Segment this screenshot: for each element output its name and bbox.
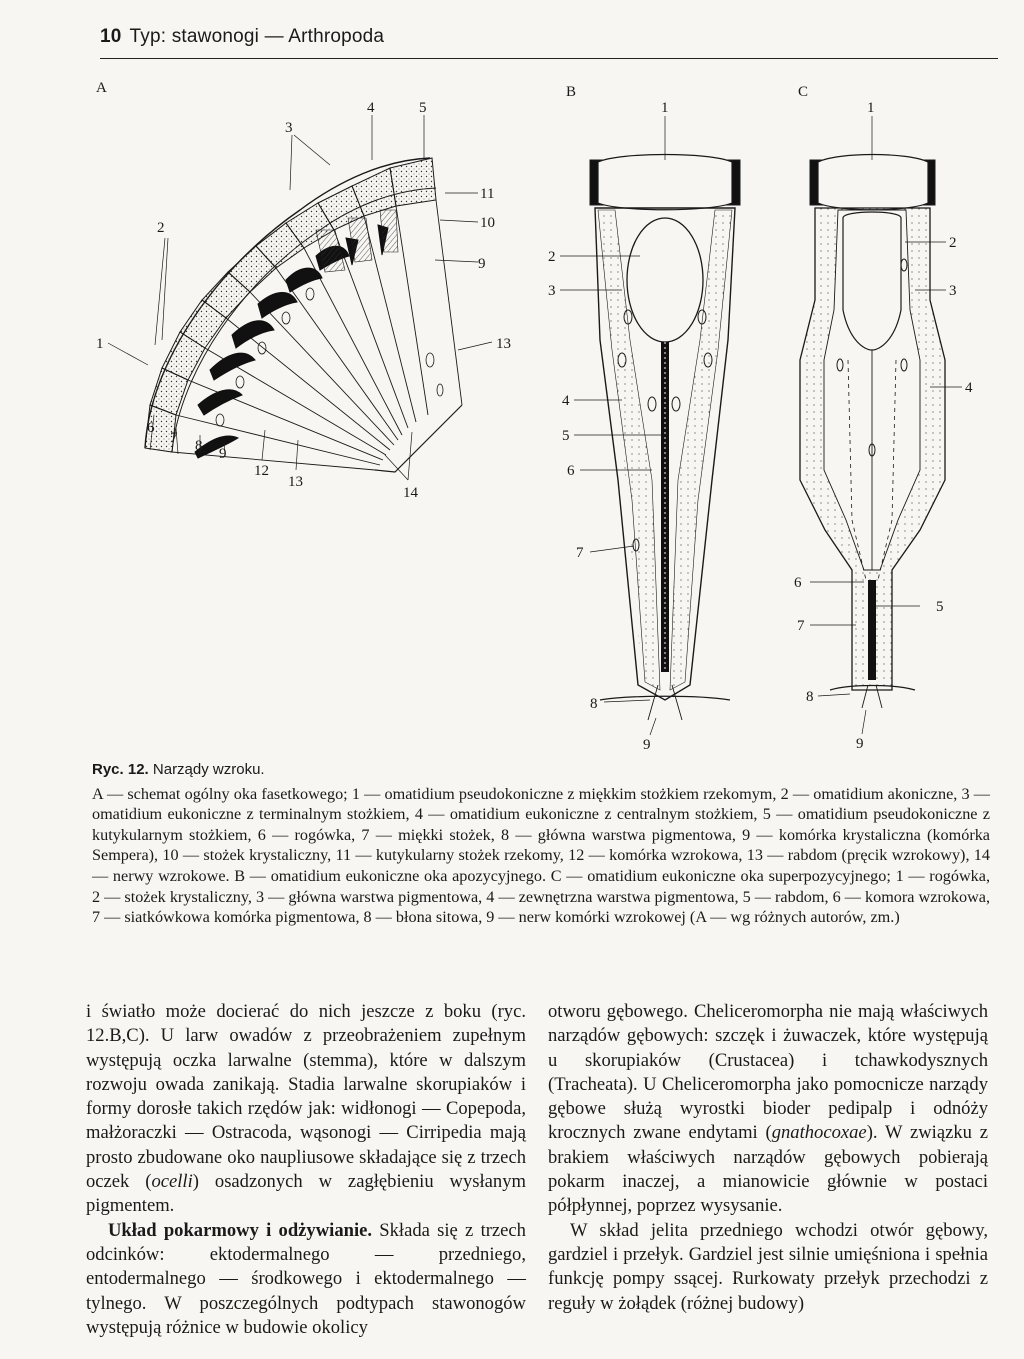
label-c-3: 3 [949, 283, 957, 299]
label-c-9: 9 [856, 736, 864, 752]
label-b-7: 7 [576, 545, 584, 561]
label-c-8: 8 [806, 689, 814, 705]
label-c-5: 5 [936, 599, 944, 615]
label-b-2: 2 [548, 249, 556, 265]
panel-a-drawing [145, 158, 462, 472]
caption-label: Ryc. 12. [92, 761, 149, 778]
panel-b-drawing [590, 155, 740, 721]
label-c-2: 2 [949, 235, 957, 251]
label-a-2: 2 [157, 220, 165, 236]
label-b-3: 3 [548, 283, 556, 299]
figure-caption [92, 760, 990, 928]
caption-title: Narządy wzroku. [152, 761, 265, 778]
section-heading-digestive: Układ pokarmowy i odżywianie. [108, 1219, 373, 1241]
panel-b-letter: B [566, 84, 577, 100]
label-a-13b: 13 [496, 336, 511, 352]
running-header [100, 26, 1000, 48]
label-a-8: 8 [195, 438, 203, 454]
label-b-1: 1 [661, 100, 669, 116]
figure-eye-anatomy [0, 60, 1024, 760]
label-a-13: 13 [288, 474, 303, 490]
right-paragraph-1 [548, 1000, 988, 1219]
label-a-12: 12 [254, 463, 269, 479]
panel-a-letter: A [96, 80, 107, 96]
left-p1-end: ) osadzonych w zagłębieniu wysłanym pigmentem. [86, 1171, 526, 1217]
label-a-1: 1 [96, 336, 104, 352]
left-p1-italic: ocelli [151, 1171, 193, 1193]
label-c-7: 7 [797, 618, 805, 634]
label-b-8: 8 [590, 696, 598, 712]
label-b-5: 5 [562, 428, 570, 444]
label-a-9: 9 [219, 446, 227, 462]
right-p2-text: W skład jelita przedniego wchodzi otwór gębowy, gardziel i przełyk. Gardziel jest silnie umięśniona i spełnia funkcję pompy ssącej. Rurkowaty przełyk przechodzi z reguły w żołądek (różnej budowy) [548, 1219, 988, 1314]
right-p1-text: otworu gębowego. Cheliceromorpha nie mają właściwych narządów gębowych: szczęk i żuwaczek, które występują u skorupiaków (Crustacea) i tchawkodysznych (Tracheata). U Cheliceromorpha jako pomocnicze narządy gębowe służą wyrostki bioder pedipalp i odnóży krocznych zwane endytami ( [548, 1001, 988, 1144]
label-a-9b: 9 [478, 256, 486, 272]
label-c-1: 1 [867, 100, 875, 116]
right-paragraph-2 [548, 1219, 988, 1316]
label-a-14: 14 [403, 485, 418, 501]
label-b-9: 9 [643, 737, 651, 753]
caption-heading [92, 760, 990, 781]
right-p1-italic: gnathocoxae [771, 1122, 867, 1144]
caption-text: A — schemat ogólny oka fasetkowego; 1 — omatidium pseudokoniczne z miękkim stożkiem rzekomym, 2 — omatidium akoniczne, 3 — omatidium eukoniczne z terminalnym stożkiem, 4 — omatidium eukoniczne z centralnym stożkiem, 5 — omatidium pseudokoniczne z kutykularnym stożkiem, 6 — rogówka, 7 — miękki stożek, 8 — główna warstwa pigmentowa, 9 — komórka krystaliczna (komórka Sempera), 10 — stożek krystaliczny, 11 — kutykularny stożek rzekomy, 12 — komórka wzrokowa, 13 — rabdom (pręcik wzrokowy), 14 — nerwy wzrokowe. B — omatidium eukoniczne oka apozycyjnego. C — omatidium eukoniczne oka superpozycyjnego; 1 — rogówka, 2 — stożek krystaliczny, 3 — główna warstwa pigmentowa, 4 — zewnętrzna warstwa pigmentowa, 5 — rabdom, 6 — komora wzrokowa, 7 — siatkówkowa komórka pigmentowa, 8 — błona sitowa, 9 — nerw komórki wzrokowej (A — wg różnych autorów, zm.) [92, 784, 990, 927]
label-a-5: 5 [419, 100, 427, 116]
left-column [86, 1000, 526, 1340]
label-a-10: 10 [480, 215, 495, 231]
label-a-7: 7 [170, 430, 178, 446]
left-p1-text: i światło może docierać do nich jeszcze z boku (ryc. 12.B,C). U larw owadów z przeobrażeniem zupełnym występują oczka larwalne (stemma), które w dalszym rozwoju owada zanikają. Stadia larwalne skorupiaków i formy dorosłe takich rzędów jak: widłonogi — Copepoda, małżoraczki — Ostracoda, wąsonogi — Cirripedia mają prosto zbudowane oko naupliusowe składające się z trzech oczek ( [86, 1001, 526, 1193]
panel-c-letter: C [798, 84, 809, 100]
label-a-11: 11 [480, 186, 495, 202]
left-p2-text: Składa się z trzech odcinków: ektodermalnego — przedniego, entodermalnego — środkowego i ektodermalnego — tylnego. W poszczególnych podtypach stawonogów występują różnice w budowie okolicy [86, 1219, 526, 1338]
header-rule [100, 58, 998, 59]
left-paragraph-2 [86, 1219, 526, 1340]
label-a-4: 4 [367, 100, 375, 116]
label-b-6: 6 [567, 463, 575, 479]
label-a-3: 3 [285, 120, 293, 136]
left-paragraph-1 [86, 1000, 526, 1219]
label-b-4: 4 [562, 393, 570, 409]
label-c-4: 4 [965, 380, 973, 396]
label-c-6: 6 [794, 575, 802, 591]
label-a-6: 6 [147, 420, 155, 436]
right-column [548, 1000, 988, 1316]
right-p1-end: ). W związku z brakiem właściwych narządów gębowych pobierają pokarm inaczej, a mianowicie głównie w postaci półpłynnej, poprzez wysysanie. [548, 1122, 988, 1217]
page-number: 10 [100, 26, 122, 47]
running-title: Typ: stawonogi — Arthropoda [129, 26, 385, 47]
